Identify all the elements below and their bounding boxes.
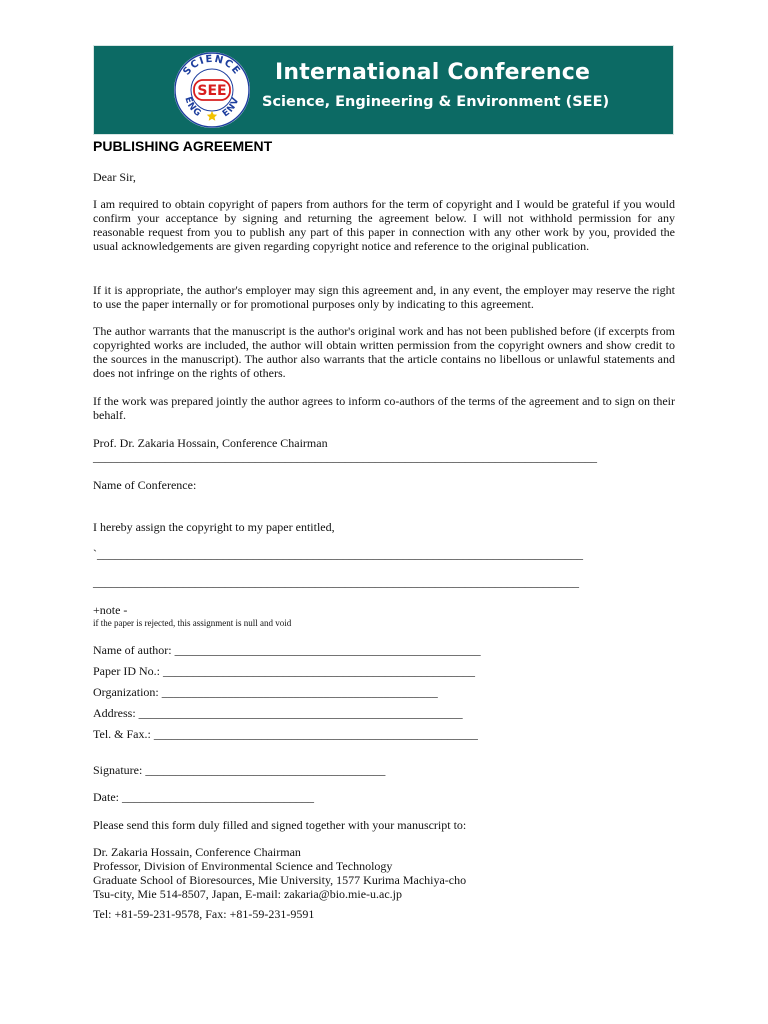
assign-copyright-label: I hereby assign the copyright to my paper entitled, xyxy=(93,520,335,534)
paper-id-field: Paper ID No.: ____________________________________________________ xyxy=(93,664,475,678)
conference-banner xyxy=(93,45,674,135)
paragraph-employer: If it is appropriate, the author's employer may sign this agreement and, in any event, the employer may reserve the right to use the paper internally or for promotional purposes only by indicating to this agreement. xyxy=(93,283,675,311)
banner-title: International Conference xyxy=(275,60,591,85)
paper-title-line-2: _________________________________________________________________________________ xyxy=(93,575,579,589)
organization-field: Organization: ______________________________________________ xyxy=(93,685,438,699)
address-field: Address: ______________________________________________________ xyxy=(93,706,463,720)
author-name-field: Name of author: ___________________________________________________ xyxy=(93,643,481,657)
send-instructions: Please send this form duly filled and signed together with your manuscript to: xyxy=(93,818,467,832)
contact-line: Tel: +81-59-231-9578, Fax: +81-59-231-9591 xyxy=(93,907,315,921)
address-line: Graduate School of Bioresources, Mie University, 1577 Kurima Machiya-cho xyxy=(93,873,467,887)
address-line: Dr. Zakaria Hossain, Conference Chairman xyxy=(93,845,301,859)
address-line: Tsu-city, Mie 514-8507, Japan, E-mail: zakaria@bio.mie-u.ac.jp xyxy=(93,887,403,901)
logo-abbr: SEE xyxy=(197,83,227,99)
address-line: Professor, Division of Environmental Science and Technology xyxy=(93,859,393,873)
logo-ring-env: ENV xyxy=(220,95,242,120)
paper-title-line-1: `_________________________________________________________________________________ xyxy=(93,547,583,561)
tel-fax-field: Tel. & Fax.: ______________________________________________________ xyxy=(93,727,478,741)
paragraph-joint-work: If the work was prepared jointly the author agrees to inform co-authors of the terms of the agreement and to sign on their behalf. xyxy=(93,394,675,422)
paragraph-copyright-request: I am required to obtain copyright of papers from authors for the term of copyright and I would be grateful if you would confirm your acceptance by signing and returning the agreement below. I will not withhold permission for any reasonable request from you to publish any part of this paper in connection with any other work by you, provided the usual acknowledgements are given regarding copyright notice and reference to the original publication. xyxy=(93,197,675,253)
note-label: +note - xyxy=(93,603,128,617)
date-field: Date: ________________________________ xyxy=(93,790,314,804)
see-logo-icon xyxy=(173,51,251,129)
page-heading: PUBLISHING AGREEMENT xyxy=(93,138,273,154)
signature-field: Signature: ________________________________________ xyxy=(93,763,386,777)
paragraph-warranty: The author warrants that the manuscript is the author's original work and has not been published before (if excerpts from copyrighted works are included, the author will obtain written permission from the copyright owners and show credit to the sources in the manuscript). The author also warrants that the article contains no libellous or unlawful statements and does not infringe on the rights of others. xyxy=(93,324,675,380)
salutation: Dear Sir, xyxy=(93,170,136,184)
logo-ring-science: SCIENCE xyxy=(181,53,243,78)
chairman-line: Prof. Dr. Zakaria Hossain, Conference Chairman xyxy=(93,436,328,450)
banner-subtitle: Science, Engineering & Environment (SEE) xyxy=(262,94,610,110)
logo-ring-eng: ENG xyxy=(182,95,204,120)
conference-name-label: Name of Conference: xyxy=(93,478,197,492)
chairman-signature-rule: ____________________________________________________________________________________ xyxy=(93,450,597,464)
note-text: if the paper is rejected, this assignment is null and void xyxy=(93,618,292,628)
